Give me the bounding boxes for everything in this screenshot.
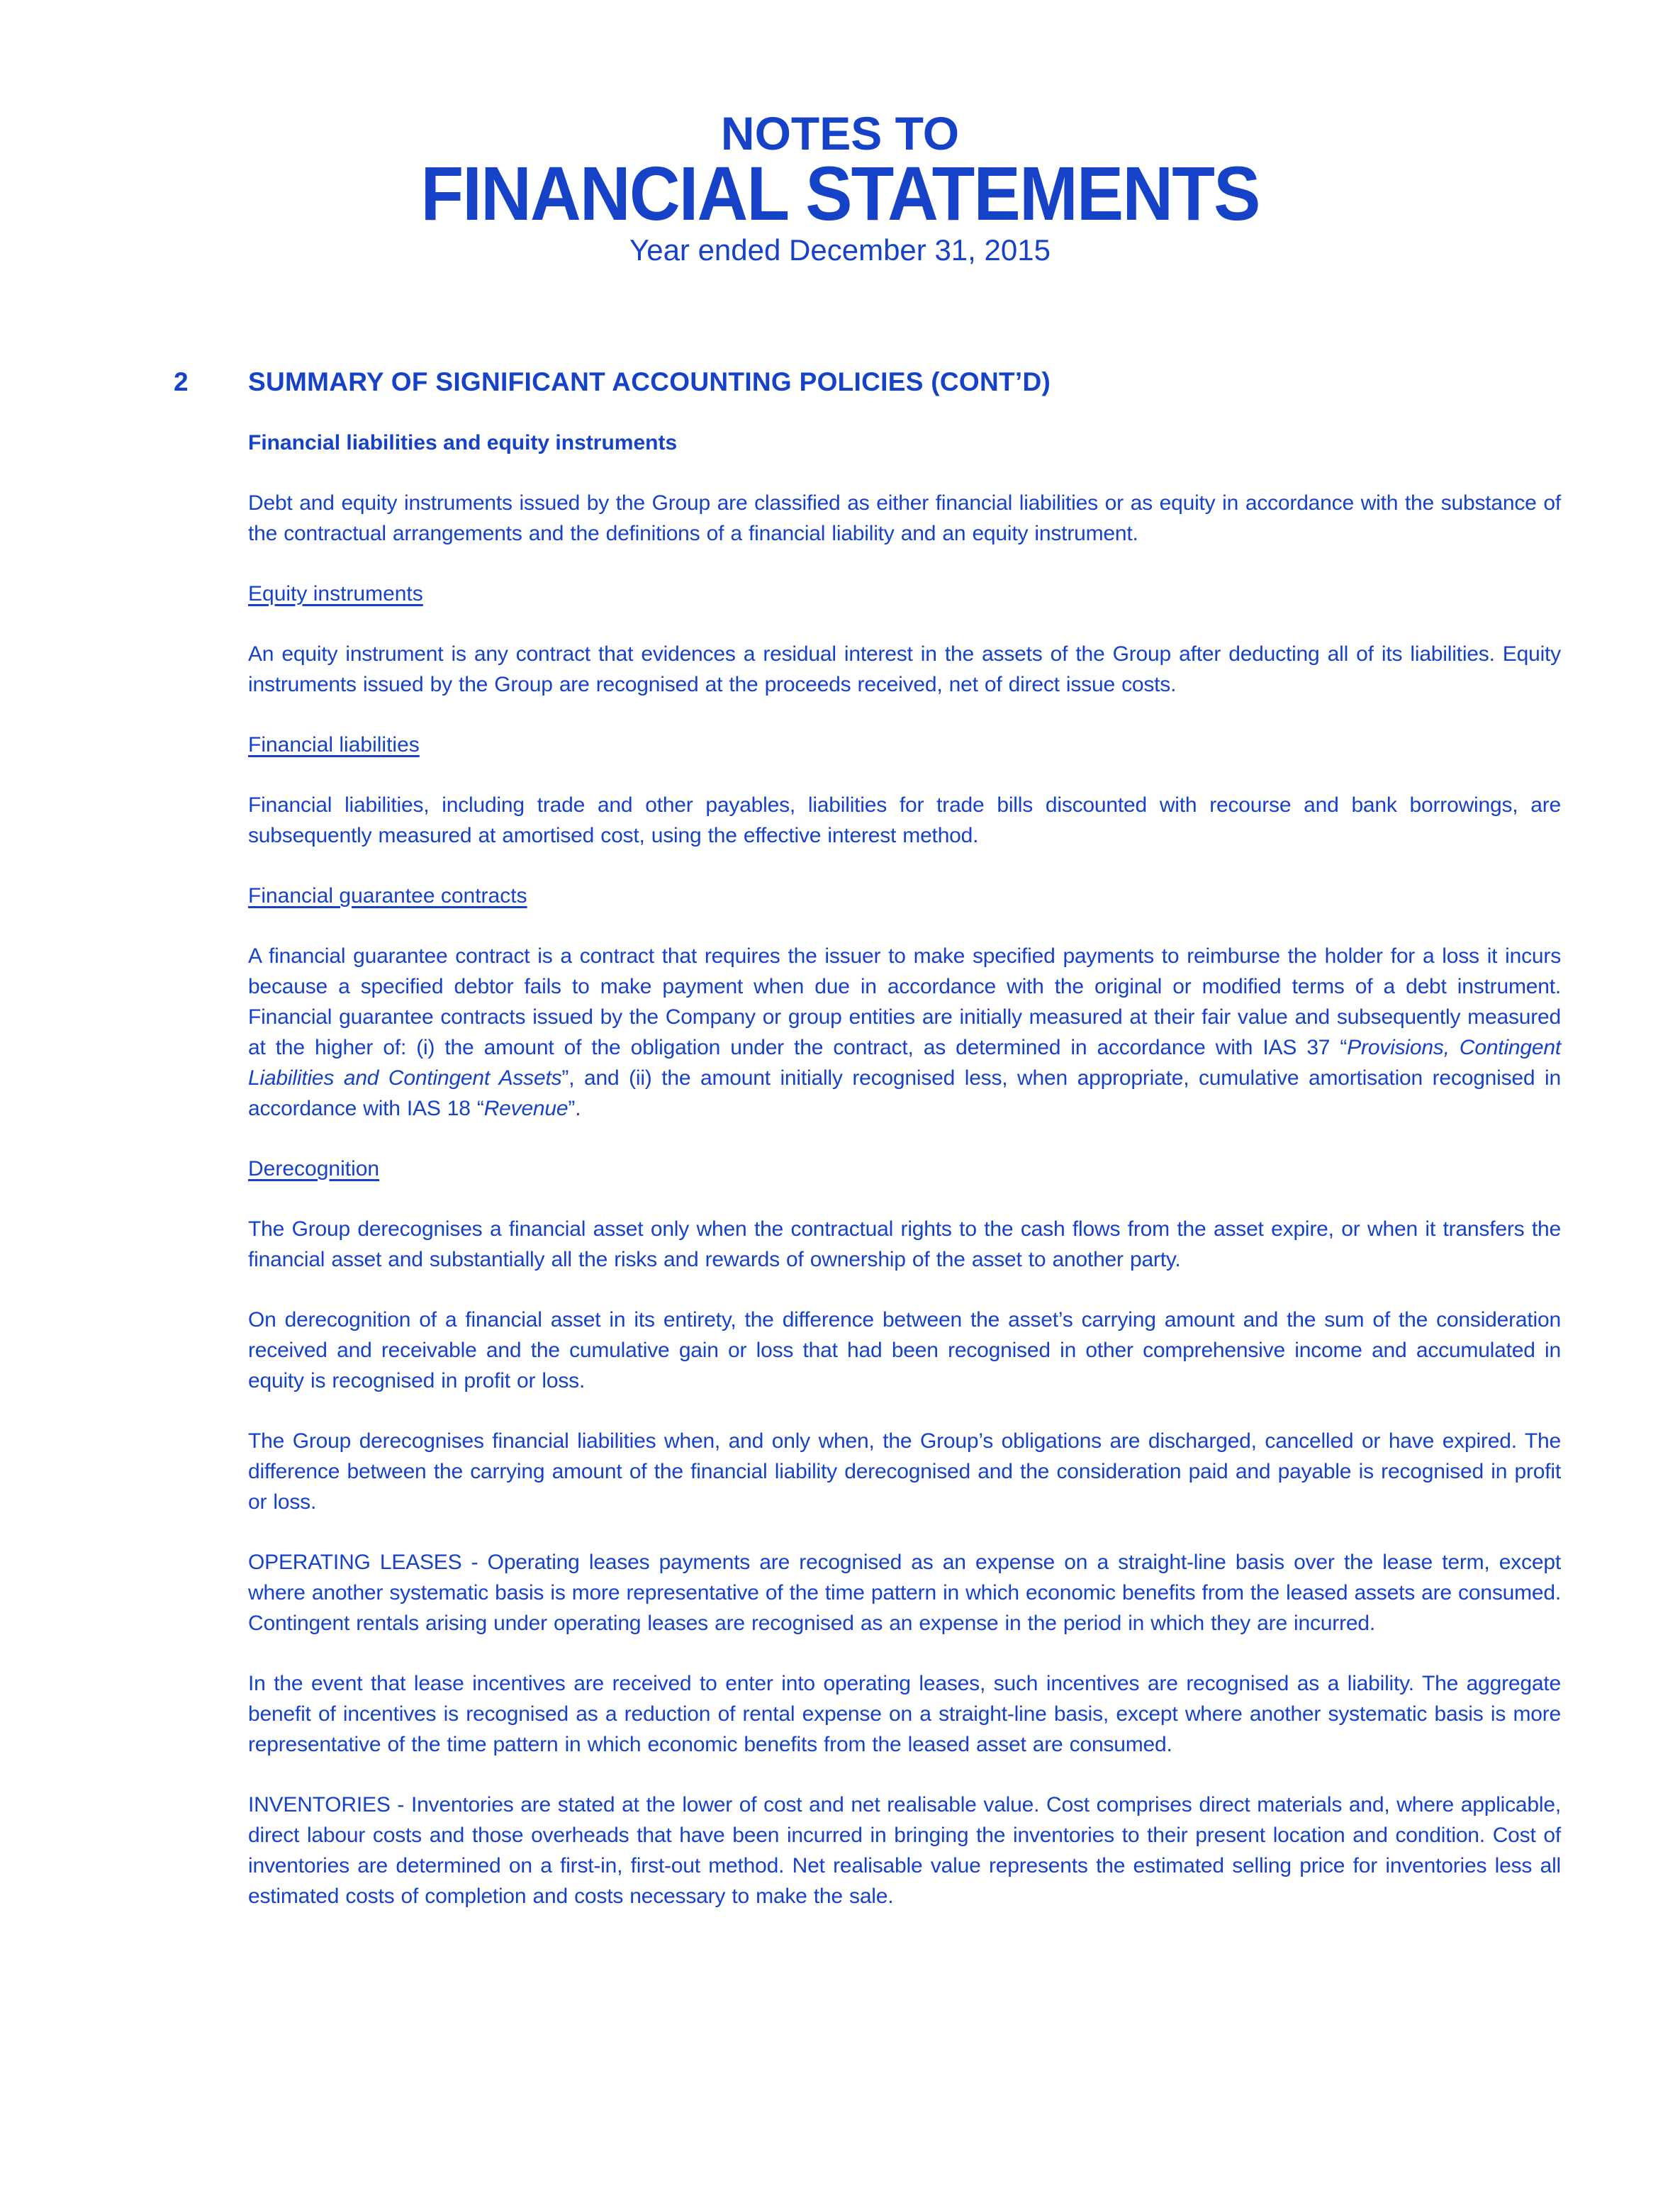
- guarantee-text-1: A financial guarantee contract is a contract that requires the issuer to make specified payments to reimburse the holder for a loss it incurs because a specified debtor fails to make payment when due in accordance with the original or modified terms of a debt instrument. Financial guarantee contracts issued by the Company or group entities are initially measured at their fair value and subsequently measured at the higher of: (i) the amount of the obligation under the contract, as determined in accordance with IAS 37 “: [248, 944, 1561, 1059]
- heading-derecognition: Derecognition: [248, 1157, 380, 1180]
- notes-content: [174, 366, 1561, 1911]
- guarantee-text-2: ”, and (ii) the amount initially recognised less, when appropriate, cumulative amortisation recognised in accordance with IAS 18 “: [248, 1066, 1561, 1120]
- section-heading: SUMMARY OF SIGNIFICANT ACCOUNTING POLICIES (CONT’D): [248, 367, 1051, 396]
- heading-financial-liabilities: Financial liabilities: [248, 733, 420, 757]
- document-header: [0, 0, 1680, 269]
- paragraph-derecognition-2: On derecognition of a financial asset in its entirety, the difference between the asset’s carrying amount and the sum of the consideration received and receivable and the cumulative gain or loss that had been recognised in other comprehensive income and accumulated in equity is recognised in profit or loss.: [248, 1308, 1561, 1392]
- paragraph-financial-liabilities: Financial liabilities, including trade and other payables, liabilities for trade bills discounted with recourse and bank borrowings, are subsequently measured at amortised cost, using the effective interest method.: [248, 793, 1561, 847]
- ias37-standard-title: Provisions, Contingent Liabilities and Contingent Assets: [248, 1036, 1561, 1090]
- paragraph-inventories: INVENTORIES - Inventories are stated at the lower of cost and net realisable value. Cost comprises direct materials and, where applicable, direct labour costs and those overheads that have been incurred in bringing the inventories to their present location and condition. Cost of inventories are determined on a first-in, first-out method. Net realisable value represents the estimated selling price for inventories less all estimated costs of completion and costs necessary to make the sale.: [248, 1793, 1561, 1908]
- document-subtitle: Year ended December 31, 2015: [629, 233, 1051, 267]
- paragraph-equity-instruments: An equity instrument is any contract that evidences a residual interest in the assets of the Group after deducting all of its liabilities. Equity instruments issued by the Group are recognised at the proceeds received, net of direct issue costs.: [248, 642, 1561, 696]
- paragraph-operating-leases-2: In the event that lease incentives are received to enter into operating leases, such incentives are recognised as a liability. The aggregate benefit of incentives is recognised as a reduction of rental expense on a straight-line basis, except where another systematic basis is more representative of the time pattern in which economic benefits from the leased asset are consumed.: [248, 1672, 1561, 1756]
- heading-financial-guarantee-contracts: Financial guarantee contracts: [248, 884, 527, 908]
- ias18-standard-title: Revenue: [483, 1097, 569, 1120]
- document-title-line2: FINANCIAL STATEMENTS: [420, 150, 1260, 236]
- section-heading-row: [174, 366, 1561, 398]
- paragraph-derecognition-1: The Group derecognises a financial asset only when the contractual rights to the cash flows from the asset expire, or when it transfers the financial asset and substantially all the risks and rewards of ownership of the asset to another party.: [248, 1217, 1561, 1271]
- subsection-heading: Financial liabilities and equity instruments: [248, 431, 678, 454]
- section-number: 2: [174, 367, 189, 396]
- document-title-line1: NOTES TO: [720, 107, 960, 160]
- paragraph-financial-guarantee: [248, 941, 1561, 1124]
- paragraph-derecognition-3: The Group derecognises financial liabilities when, and only when, the Group’s obligations are discharged, cancelled or have expired. The difference between the carrying amount of the financial liability derecognised and the consideration paid and payable is recognised in profit or loss.: [248, 1429, 1561, 1514]
- heading-equity-instruments: Equity instruments: [248, 582, 423, 605]
- paragraph-operating-leases-1: OPERATING LEASES - Operating leases payments are recognised as an expense on a straight-line basis over the lease term, except where another systematic basis is more representative of the time pattern in which economic benefits from the leased assets are consumed. Contingent rentals arising under operating leases are recognised as an expense in the period in which they are incurred.: [248, 1551, 1561, 1635]
- paragraph-debt-equity: Debt and equity instruments issued by the Group are classified as either financial liabilities or as equity in accordance with the substance of the contractual arrangements and the definitions of a financial liability and an equity instrument.: [248, 491, 1561, 545]
- guarantee-text-3: ”.: [568, 1097, 581, 1120]
